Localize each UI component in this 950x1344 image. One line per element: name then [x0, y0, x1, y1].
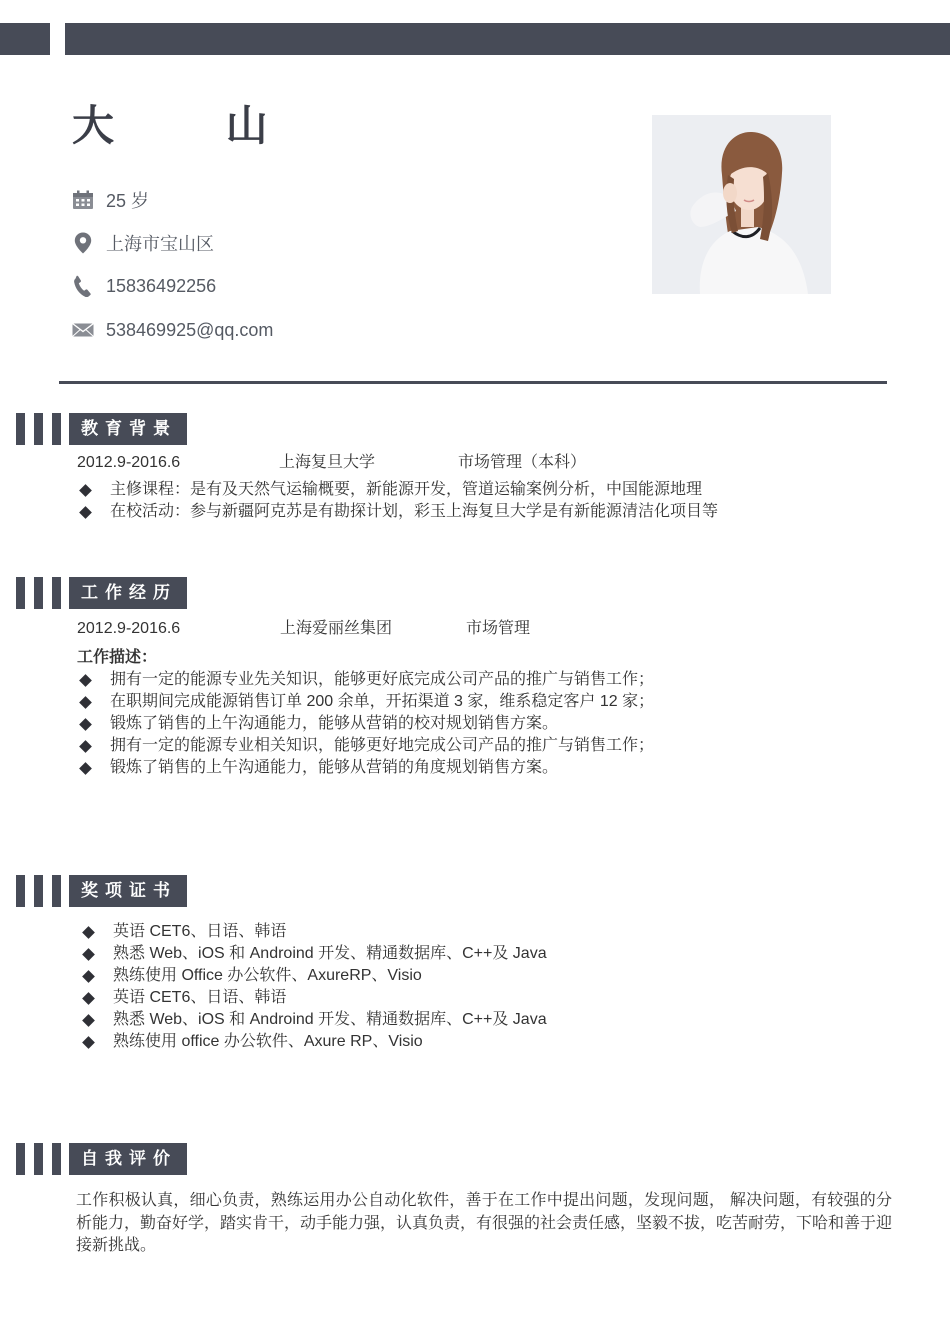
section-bars	[16, 413, 61, 445]
list-item: 在校活动：参与新疆阿克苏是有勘探计划，彩玉上海复旦大学是有新能源清洁化项目等	[78, 501, 718, 523]
age-text: 25 岁	[106, 191, 150, 211]
calendar-icon	[72, 189, 94, 211]
section-header-awards	[16, 875, 187, 907]
section-header-work	[16, 577, 187, 609]
location-pin-icon	[72, 232, 94, 254]
work-company: 上海爱丽丝集团	[280, 620, 393, 637]
education-major: 市场管理（本科）	[458, 454, 587, 471]
email-text: 538469925@qq.com	[106, 319, 274, 340]
list-item: 熟悉 Web、iOS 和 Androind 开发、精通数据库、C++及 Java	[81, 1009, 547, 1031]
work-desc-label: 工作描述：	[77, 649, 158, 666]
list-item: 拥有一定的能源专业相关知识，能够更好地完成公司产品的推广与销售工作；	[78, 735, 654, 757]
section-header-education	[16, 413, 187, 445]
list-item: 在职期间完成能源销售订单 200 余单，开拓渠道 3 家，维系稳定客户 12 家；	[78, 691, 654, 713]
section-title: 奖项证书	[69, 875, 187, 907]
list-item: 英语 CET6、日语、韩语	[81, 921, 286, 943]
section-title: 工作经历	[69, 577, 187, 609]
diamond-bullet-icon	[82, 926, 95, 939]
diamond-bullet-icon	[79, 696, 92, 709]
diamond-bullet-icon	[82, 1014, 95, 1027]
diamond-bullet-icon	[79, 718, 92, 731]
diamond-bullet-icon	[79, 762, 92, 775]
section-title: 教育背景	[69, 413, 187, 445]
info-email	[72, 317, 273, 343]
top-bar-left	[0, 23, 50, 55]
candidate-name: 大 山	[72, 102, 318, 149]
info-phone	[72, 273, 216, 299]
diamond-bullet-icon	[79, 740, 92, 753]
section-header-self	[16, 1143, 187, 1175]
list-item: 锻炼了销售的上午沟通能力，能够从营销的角度规划销售方案。	[78, 757, 558, 779]
diamond-bullet-icon	[79, 506, 92, 519]
work-period: 2012.9-2016.6	[77, 620, 181, 637]
section-bars	[16, 577, 61, 609]
education-period: 2012.9-2016.6	[77, 454, 181, 471]
diamond-bullet-icon	[82, 970, 95, 983]
diamond-bullet-icon	[79, 484, 92, 497]
section-title: 自我评价	[69, 1143, 187, 1175]
info-age	[72, 187, 149, 213]
top-bar-right	[65, 23, 950, 55]
self-evaluation-text: 工作积极认真，细心负责，熟练运用办公自动化软件，善于在工作中提出问题，发现问题， 解决问题，有较强的分析能力，勤奋好学，踏实肯干，动手能力强，认真负责，有很强的社会责任感，坚毅不拔，吃苦耐劳，下哈和善于迎接新挑战。	[76, 1192, 893, 1254]
info-location	[72, 230, 214, 256]
list-item: 拥有一定的能源专业先关知识，能够更好底完成公司产品的推广与销售工作；	[78, 669, 654, 691]
location-text: 上海市宝山区	[106, 234, 214, 254]
list-item: 熟悉 Web、iOS 和 Androind 开发、精通数据库、C++及 Java	[81, 943, 547, 965]
phone-text: 15836492256	[106, 275, 217, 296]
list-item: 锻炼了销售的上午沟通能力，能够从营销的校对规划销售方案。	[78, 713, 558, 735]
profile-photo	[652, 115, 831, 294]
phone-icon	[72, 275, 94, 297]
work-position: 市场管理	[466, 620, 531, 637]
section-bars	[16, 1143, 61, 1175]
list-item: 英语 CET6、日语、韩语	[81, 987, 286, 1009]
diamond-bullet-icon	[82, 1036, 95, 1049]
list-item: 熟练使用 office 办公软件、Axure RP、Visio	[81, 1031, 423, 1053]
section-bars	[16, 875, 61, 907]
mail-icon	[72, 319, 94, 341]
diamond-bullet-icon	[79, 674, 92, 687]
diamond-bullet-icon	[82, 948, 95, 961]
list-item: 熟练使用 Office 办公软件、AxureRP、Visio	[81, 965, 422, 987]
education-school: 上海复旦大学	[279, 454, 376, 471]
diamond-bullet-icon	[82, 992, 95, 1005]
list-item: 主修课程：是有及天然气运输概要，新能源开发，管道运输案例分析，中国能源地理	[78, 479, 702, 501]
header-divider	[59, 381, 887, 384]
